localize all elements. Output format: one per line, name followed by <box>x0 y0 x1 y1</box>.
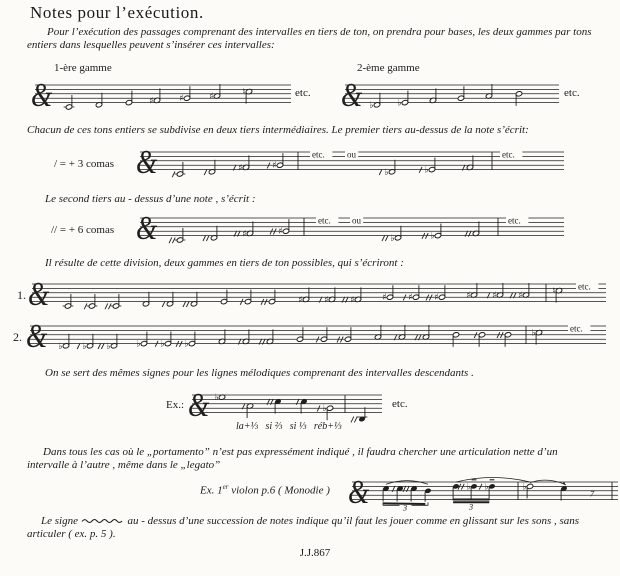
svg-text:etc.: etc. <box>312 149 325 160</box>
svg-text:3: 3 <box>468 501 474 512</box>
svg-text:♭: ♭ <box>466 482 471 493</box>
staff-ex-descendant <box>184 363 414 449</box>
ex-violon-prefix: Ex. 1 <box>200 484 223 497</box>
comas6-label: // = + 6 comas <box>51 224 115 236</box>
scale2-number: 2. <box>13 330 22 344</box>
svg-text:etc.: etc. <box>502 149 515 160</box>
svg-text:&: & <box>136 143 158 181</box>
signe-text-1: Le signe <box>41 515 78 527</box>
ex-violon-superscript: er <box>222 483 229 491</box>
plate-number: J.J.867 <box>299 547 331 559</box>
svg-text:&: & <box>188 386 210 424</box>
svg-text:ou: ou <box>347 149 356 160</box>
svg-text:♯: ♯ <box>278 227 283 238</box>
svg-text:♭: ♭ <box>531 328 536 339</box>
svg-text:♭: ♭ <box>522 482 527 493</box>
svg-text:♭: ♭ <box>384 167 389 178</box>
second-tiers-paragraph: Le second tiers au - dessus d’une note , s’écrit : <box>45 193 256 205</box>
svg-text:♭: ♭ <box>82 341 87 352</box>
svg-text:etc.: etc. <box>570 323 583 334</box>
etc-label-2: etc. <box>564 87 580 99</box>
signe-text-2: au - dessus d’une succession de notes indique qu’il faut les jouer comme en glissant sur les sons , sans articuler ( ex. p. 5 ). <box>27 515 580 540</box>
svg-text:♭: ♭ <box>106 341 111 352</box>
svg-text:♭: ♭ <box>160 339 165 350</box>
svg-text:♭: ♭ <box>214 393 219 404</box>
staff-ex-violon <box>344 450 620 536</box>
svg-text:&: & <box>348 473 370 511</box>
svg-text:♭: ♭ <box>58 341 63 352</box>
svg-text:&: & <box>26 317 48 355</box>
svg-text:♯: ♯ <box>492 291 497 301</box>
gamme1-label: 1-ère gamme <box>54 62 112 74</box>
svg-text:♯: ♯ <box>434 293 439 304</box>
svg-text:♮: ♮ <box>242 87 246 98</box>
etc-label-1: etc. <box>295 87 311 99</box>
svg-text:♯: ♯ <box>179 94 184 105</box>
gamme2-label: 2-ème gamme <box>357 62 420 74</box>
svg-text:etc.: etc. <box>508 215 521 226</box>
svg-text:♭: ♭ <box>430 231 435 242</box>
svg-text:♭: ♭ <box>390 233 395 244</box>
subdivision-paragraph: Chacun de ces tons entiers se subdivise en deux tiers intermédiaires. Le premier tiers au-dessus de la note s’écrit: <box>27 124 529 136</box>
scale1-number: 1. <box>17 288 26 302</box>
svg-text:♯: ♯ <box>324 295 329 306</box>
svg-text:♯: ♯ <box>298 295 303 306</box>
ex-note-names: la+⅓ si ⅔ si ⅓ réb+⅓ <box>236 421 342 432</box>
svg-text:♯: ♯ <box>242 229 247 240</box>
resulte-paragraph: Il résulte de cette division, deux gammes en tiers de ton possibles, qui s’écriront : <box>45 257 404 269</box>
svg-text:3: 3 <box>402 502 408 513</box>
ex-violon-suffix: violon p.6 ( Monodie ) <box>228 484 330 497</box>
svg-text:&: & <box>136 209 158 247</box>
svg-text:♯: ♯ <box>149 96 154 107</box>
svg-text:♯: ♯ <box>518 291 523 301</box>
svg-text:&: & <box>341 76 363 114</box>
comas3-label: / = + 3 comas <box>54 158 115 170</box>
svg-text:♭: ♭ <box>136 339 141 350</box>
svg-text:&: & <box>28 275 50 313</box>
etc-label-3: etc. <box>392 398 408 410</box>
svg-text:♯: ♯ <box>209 92 214 102</box>
svg-text:etc.: etc. <box>578 281 591 292</box>
svg-text:♭: ♭ <box>397 98 402 109</box>
svg-text:7: 7 <box>589 488 595 499</box>
svg-text:♯: ♯ <box>238 163 243 174</box>
svg-text:♯: ♯ <box>272 161 277 172</box>
svg-text:♭: ♭ <box>184 339 189 350</box>
svg-text:♮: ♮ <box>552 286 556 297</box>
svg-text:etc.: etc. <box>318 215 331 226</box>
descendants-paragraph: On se sert des mêmes signes pour les lignes mélodiques comprenant des intervalles descendants . <box>45 367 474 379</box>
svg-text:♭: ♭ <box>322 404 327 415</box>
svg-text:♯: ♯ <box>466 291 471 301</box>
svg-text:♭: ♭ <box>369 100 374 111</box>
svg-text:♯: ♯ <box>350 295 355 306</box>
svg-text:♯: ♯ <box>408 293 413 304</box>
svg-text:♭: ♭ <box>424 165 429 176</box>
svg-text:ou: ou <box>352 215 361 226</box>
page-title: Notes pour l’exécution. <box>30 3 204 22</box>
ex-label: Ex.: <box>166 399 185 411</box>
svg-text:&: & <box>31 76 53 114</box>
portamento-paragraph: Dans tous les cas où le „portamento” n’est pas expressément indiqué , il faudra chercher une articulation nette d’un intervalle à l’autre , même dans le „legato” <box>27 446 558 471</box>
intro-paragraph: Pour l’exécution des passages comprenant des intervalles en tiers de ton, on prendra pour bases, les deux gammes par tons entiers dans lesquelles peuvent s’insérer ces intervalles: <box>27 26 592 51</box>
svg-text:♯: ♯ <box>382 293 387 304</box>
svg-text:♭: ♭ <box>484 482 489 493</box>
